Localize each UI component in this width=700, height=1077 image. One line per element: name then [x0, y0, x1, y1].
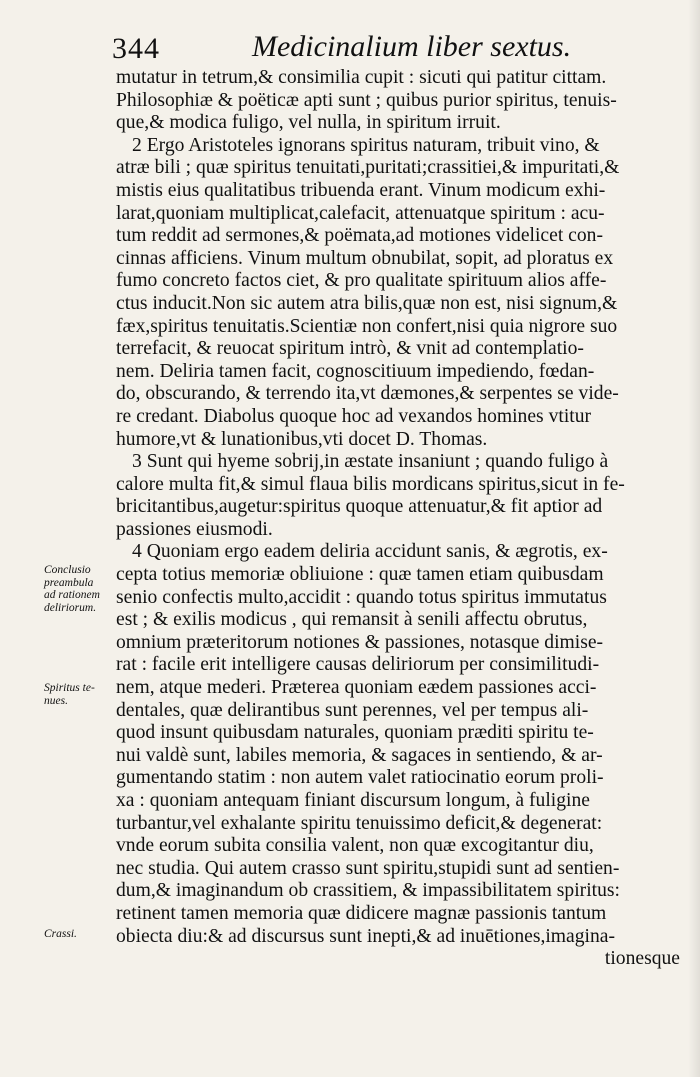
text-line: cepta totius memoriæ obliuione : quæ tamen etiam quibusdam: [116, 564, 604, 586]
text-line: nem. Deliria tamen facit, cognoscitiuum impediendo, fœdan-: [116, 360, 595, 382]
body-text: [116, 67, 680, 971]
margin-note-spiritus-tenues: [44, 682, 95, 707]
margin-note-line: ad rationem: [44, 589, 100, 601]
text-line: quod insunt quibusdam naturales, quoniam præditi spiritu te-: [116, 722, 594, 744]
text-line: cinnas afficiens. Vinum multum obnubilat, sopit, ad ploratus ex: [116, 247, 614, 269]
text-line: 3 Sunt qui hyeme sobrij,in æstate insaniunt ; quando fuligo à: [132, 451, 609, 473]
text-line: Philosophiæ & poëticæ apti sunt ; quibus purior spiritus, tenuis-: [116, 89, 617, 111]
text-line: turbantur,vel exhalante spiritu tenuissimo deficit,& degenerat:: [116, 812, 603, 834]
text-line: ctus inducit.Non sic autem atra bilis,quæ non est, nisi signum,&: [116, 292, 618, 314]
page-header: [112, 30, 582, 70]
text-line: nec studia. Qui autem crasso sunt spiritu,stupidi sunt ad sentien-: [116, 857, 620, 879]
margin-note-line: nues.: [44, 694, 68, 707]
text-line: retinent tamen memoria quæ didicere magnæ passionis tantum: [116, 902, 607, 924]
page-edge-shadow: [688, 0, 700, 1077]
text-line: humore,vt & lunationibus,vti docet D. Thomas.: [116, 428, 488, 450]
page-number: 344: [112, 32, 160, 65]
text-line: vnde eorum subita consilia valent, non quæ excogitantur diu,: [116, 835, 594, 857]
running-head: Medicinalium liber sextus.: [252, 30, 572, 63]
text-line: mistis eius qualitatibus tribuenda erant. Vinum modicum exhi-: [116, 179, 606, 201]
text-line: dentales, quæ delirantibus sunt perennes, vel per tempus ali-: [116, 699, 589, 721]
text-line: calore multa fit,& simul flaua bilis mordicans spiritus,sicut in fe-: [116, 473, 625, 495]
text-line: dum,& imaginandum ob crassitiem, & impassibilitatem spiritus:: [116, 880, 620, 902]
margin-note-conclusio: [44, 564, 100, 614]
text-line: larat,quoniam multiplicat,calefacit, attenuatque spiritum : acu-: [116, 202, 605, 224]
text-line: obiecta diu:& ad discursus sunt inepti,& ad inuētiones,imagina-: [116, 925, 615, 947]
margin-note-crassi: [44, 928, 77, 941]
catchword: tionesque: [604, 948, 680, 970]
text-line: rat : facile erit intelligere causas deliriorum per consimilitudi-: [116, 654, 600, 676]
text-line: atræ bili ; quæ spiritus tenuitati,puritati;crassitiei,& impuritati,&: [116, 157, 620, 179]
text-line: terrefacit, & reuocat spiritum intrò, & vnit ad contemplatio-: [116, 338, 584, 360]
text-line: nui valdè sunt, labiles memoria, & sagaces in sentiendo, & ar-: [116, 744, 603, 766]
text-line: passiones eiusmodi.: [116, 518, 273, 540]
text-line: bricitantibus,augetur:spiritus quoque attenuatur,& fit aptior ad: [116, 496, 603, 518]
text-line: mutatur in tetrum,& consimilia cupit : sicuti qui patitur cittam.: [116, 67, 607, 88]
text-line: re credant. Diabolus quoque hoc ad vexandos homines vtitur: [116, 405, 592, 427]
text-line: do, obscurando, & terrendo ita,vt dæmones,& serpentes se vide-: [116, 383, 619, 405]
text-line: senio confectis multo,accidit : quando totus spiritus immutatus: [116, 586, 607, 608]
text-line: est ; & exilis modicus , qui remansit à senili affectu obrutus,: [116, 609, 588, 631]
text-line: nem, atque mederi. Præterea quoniam eædem passiones acci-: [116, 677, 597, 699]
text-line: 4 Quoniam ergo eadem deliria accidunt sanis, & ægrotis, ex-: [132, 541, 608, 563]
margin-note-line: deliriorum.: [44, 601, 97, 614]
text-line: fumo concreto factos ciet, & pro qualitate spirituum alios affe-: [116, 270, 607, 292]
margin-note-line: Conclusio: [44, 564, 91, 576]
text-line: omnium præteritorum notiones & passiones, notasque dimise-: [116, 631, 604, 653]
margin-note-line: Crassi.: [44, 928, 77, 940]
text-line: xa : quoniam antequam finiant discursum longum, à fuligine: [116, 790, 590, 811]
text-line: tum reddit ad sermones,& poëmata,ad motiones videlicet con-: [116, 225, 603, 247]
text-line: que,& modica fuligo, vel nulla, in spiritum irruit.: [116, 112, 501, 134]
text-line: 2 Ergo Aristoteles ignorans spiritus naturam, tribuit vino, &: [132, 134, 600, 156]
margin-note-line: Spiritus te-: [44, 682, 95, 694]
text-line: gumentando statim : non autem valet ratiocinatio eorum proli-: [116, 767, 604, 789]
text-line: fæx,spiritus tenuitatis.Scientiæ non confert,nisi quia nigrore suo: [116, 315, 618, 337]
margin-note-line: preambula: [44, 576, 94, 589]
